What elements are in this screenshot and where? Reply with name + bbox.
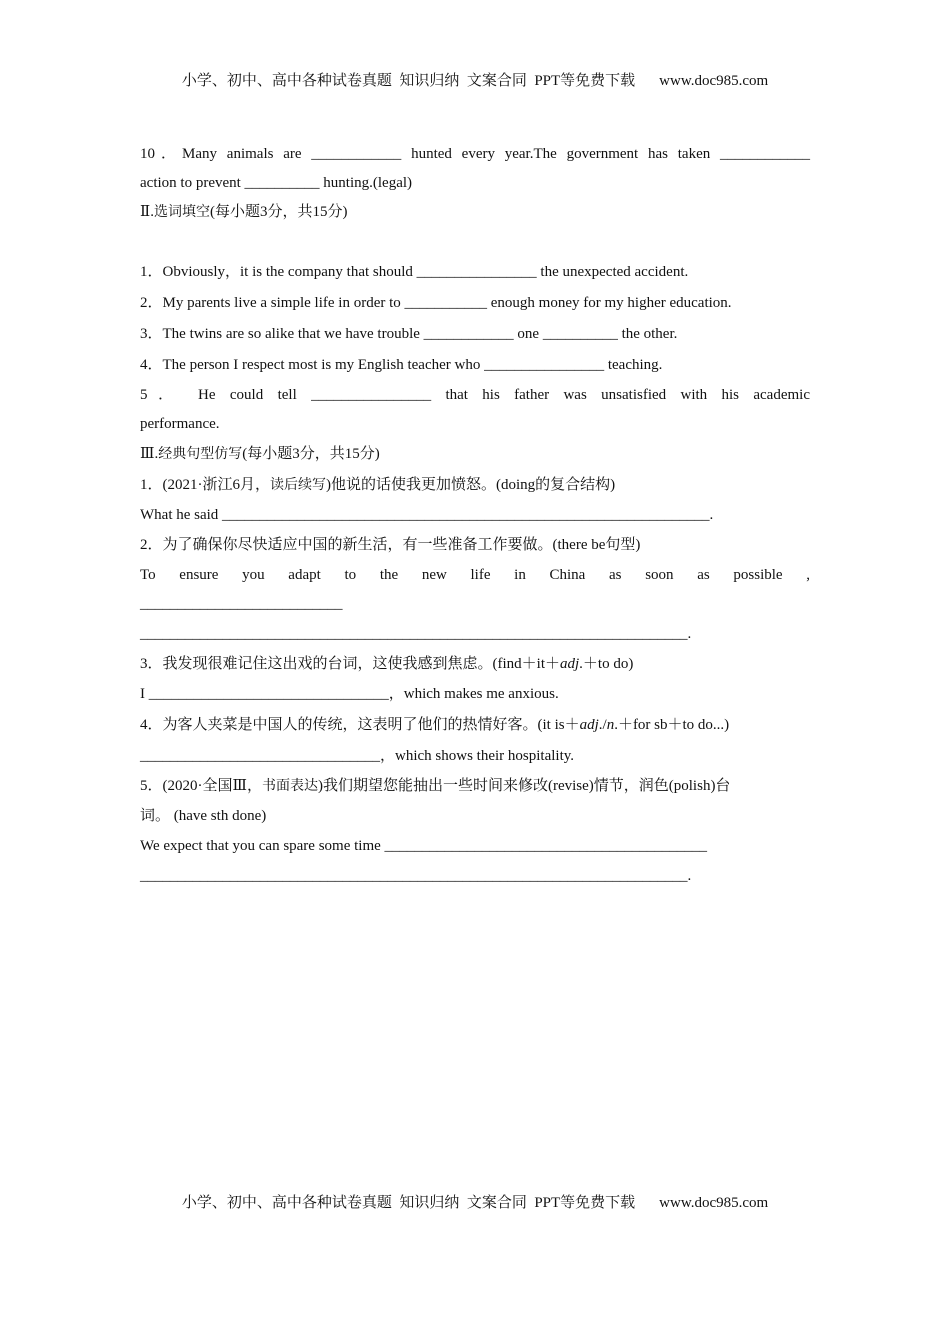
section2-item-2: 2．My parents live a simple life in order to ___________ enough money for my higher education. xyxy=(140,295,732,311)
s3-q2-line2: ___________________________ xyxy=(140,596,343,612)
section2-title: 选词填空 xyxy=(153,204,210,220)
s3-q2-prompt: 2．为了确保你尽快适应中国的新生活，有一些准备工作要做。(there be句型) xyxy=(140,537,641,553)
s3-q4-answer: ________________________________，which shows their hospitality. xyxy=(140,748,575,764)
s3-q1-pre: 1．(2021·浙江6月， xyxy=(140,477,270,493)
s3-q1-tag: 读后续写 xyxy=(270,477,326,493)
q10-line2: action to prevent __________ hunting.(legal) xyxy=(140,175,413,191)
s3-q2-line1: To ensure you adapt to the new life in China as soon as possible , xyxy=(140,567,810,583)
s3-q5-tag: 书面表达 xyxy=(261,778,318,794)
footer-site: www.doc985.com xyxy=(659,1195,769,1211)
section2-item-1: 1．Obviously，it is the company that should ________________ the unexpected accident. xyxy=(140,264,689,280)
s3-q3-answer: I ________________________________，which makes me anxious. xyxy=(140,686,559,702)
section3-heading xyxy=(140,444,810,464)
s3-q3-prompt xyxy=(140,654,810,674)
header-text: 小学、初中、高中各种试卷真题 知识归纳 文案合同 PPT等免费下载 xyxy=(181,73,636,89)
s3-q4-prompt-n: n xyxy=(606,717,615,733)
section2-heading xyxy=(140,202,810,222)
s3-q3-prompt-post: .＋to do) xyxy=(579,656,634,672)
page-header xyxy=(0,69,950,90)
s3-q5-post: )我们期望您能抽出一些时间来修改(revise)情节，润色(polish)台 xyxy=(317,778,731,794)
section2-note: (每小题3分，共15分) xyxy=(209,204,348,220)
section2-item-5-line2: performance. xyxy=(140,416,220,432)
s3-q4-prompt-adj: adj xyxy=(579,717,599,733)
section3-note: (每小题3分，共15分) xyxy=(242,446,380,462)
q10-line1: 10．Many animals are ____________ hunted every year.The government has taken ____________ xyxy=(140,146,810,162)
section2-num: Ⅱ. xyxy=(140,204,154,220)
s3-q5-prompt xyxy=(140,776,810,796)
section3-title: 经典句型仿写 xyxy=(158,446,243,462)
s3-q5-line2: 词。 (have sth done) xyxy=(140,808,267,824)
s3-q1-prompt xyxy=(140,475,810,495)
section3-num: Ⅲ. xyxy=(140,446,159,462)
page-footer xyxy=(0,1191,950,1212)
s3-q5-line3: We expect that you can spare some time ___________________________________________ xyxy=(140,838,708,854)
s3-q3-prompt-adj: adj xyxy=(560,656,580,672)
s3-q4-prompt xyxy=(140,715,810,735)
header-site: www.doc985.com xyxy=(659,73,769,89)
section2-item-3: 3．The twins are so alike that we have trouble ____________ one __________ the other. xyxy=(140,326,678,342)
s3-q1-answer: What he said _________________________________________________________________. xyxy=(140,507,714,523)
s3-q5-line4: _________________________________________________________________________. xyxy=(140,868,692,884)
s3-q4-prompt-mid: ./ xyxy=(598,717,607,733)
s3-q2-line3: _________________________________________________________________________. xyxy=(140,626,692,642)
footer-text: 小学、初中、高中各种试卷真题 知识归纳 文案合同 PPT等免费下载 xyxy=(181,1195,636,1211)
s3-q5-pre: 5．(2020·全国Ⅲ， xyxy=(140,778,262,794)
s3-q4-prompt-pre: 4．为客人夹菜是中国人的传统，这表明了他们的热情好客。(it is＋ xyxy=(140,717,580,733)
section2-item-5-line1: 5． He could tell ________________ that his father was unsatisfied with his academic xyxy=(140,387,810,403)
s3-q4-prompt-post: .＋for sb＋to do...) xyxy=(614,717,730,733)
s3-q1-post: )他说的话使我更加愤怒。(doing的复合结构) xyxy=(326,477,616,493)
section2-item-4: 4．The person I respect most is my English teacher who ________________ teaching. xyxy=(140,357,663,373)
s3-q3-prompt-pre: 3．我发现很难记住这出戏的台词，这使我感到焦虑。(find＋it＋ xyxy=(140,656,560,672)
